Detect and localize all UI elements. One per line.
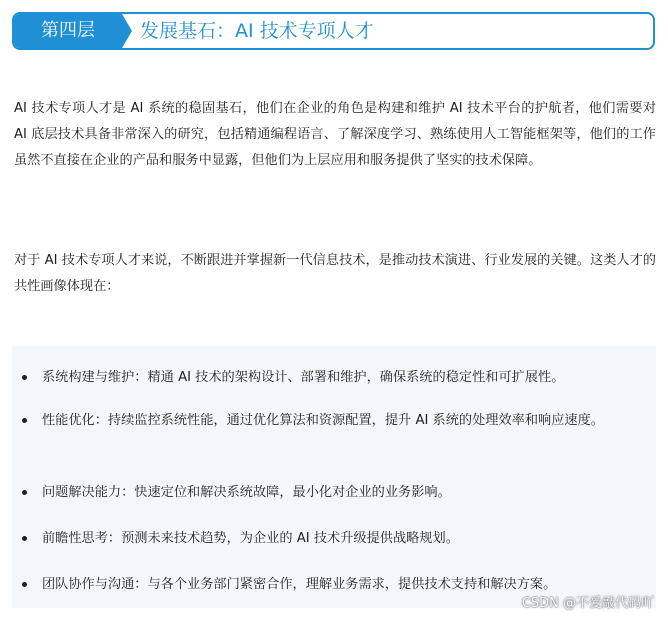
traits-intro-paragraph: 对于 AI 技术专项人才来说，不断跟进并掌握新一代信息技术，是推动技术演进、行业发展的关键。这类人才的共性画像体现在： (14, 253, 656, 294)
bullet-icon (22, 418, 27, 423)
list-item (12, 526, 632, 552)
bullet-icon (22, 582, 27, 587)
trait-text: 问题解决能力：快速定位和解决系统故障，最小化对企业的业务影响。 (42, 485, 451, 500)
bullet-icon (22, 375, 27, 380)
watermark: CSDN @不爱敲代码吖 (521, 596, 654, 611)
list-item (12, 365, 632, 391)
trait-text: 系统构建与维护：精通 AI 技术的架构设计、部署和维护，确保系统的稳定性和可扩展性。 (42, 370, 565, 385)
traits-list (12, 346, 656, 608)
intro-paragraph: AI 技术专项人才是 AI 系统的稳固基石，他们在企业的角色是构建和维护 AI 技术平台的护航者，他们需要对 AI 底层技术具备非常深入的研究，包括精通编程语言、了解深度学习、熟练使用人工智能框架等，他们的工作虽然不直接在企业的产品和服务中显露，但他们为上层应用和服务提供了坚实的技术保障。 (14, 101, 656, 168)
bullet-icon (22, 536, 27, 541)
trait-text: 团队协作与沟通：与各个业务部门紧密合作，理解业务需求，提供技术支持和解决方案。 (42, 577, 557, 592)
section-title: 发展基石：AI 技术专项人才 (140, 20, 374, 42)
level-badge: 第四层 (14, 14, 122, 48)
section-header (12, 12, 655, 50)
trait-text: 前瞻性思考：预测未来技术趋势，为企业的 AI 技术升级提供战略规划。 (42, 531, 459, 546)
bullet-icon (22, 490, 27, 495)
list-item (12, 480, 632, 506)
trait-text: 性能优化：持续监控系统性能，通过优化算法和资源配置，提升 AI 系统的处理效率和响应速度。 (42, 413, 604, 428)
list-item (12, 408, 632, 434)
